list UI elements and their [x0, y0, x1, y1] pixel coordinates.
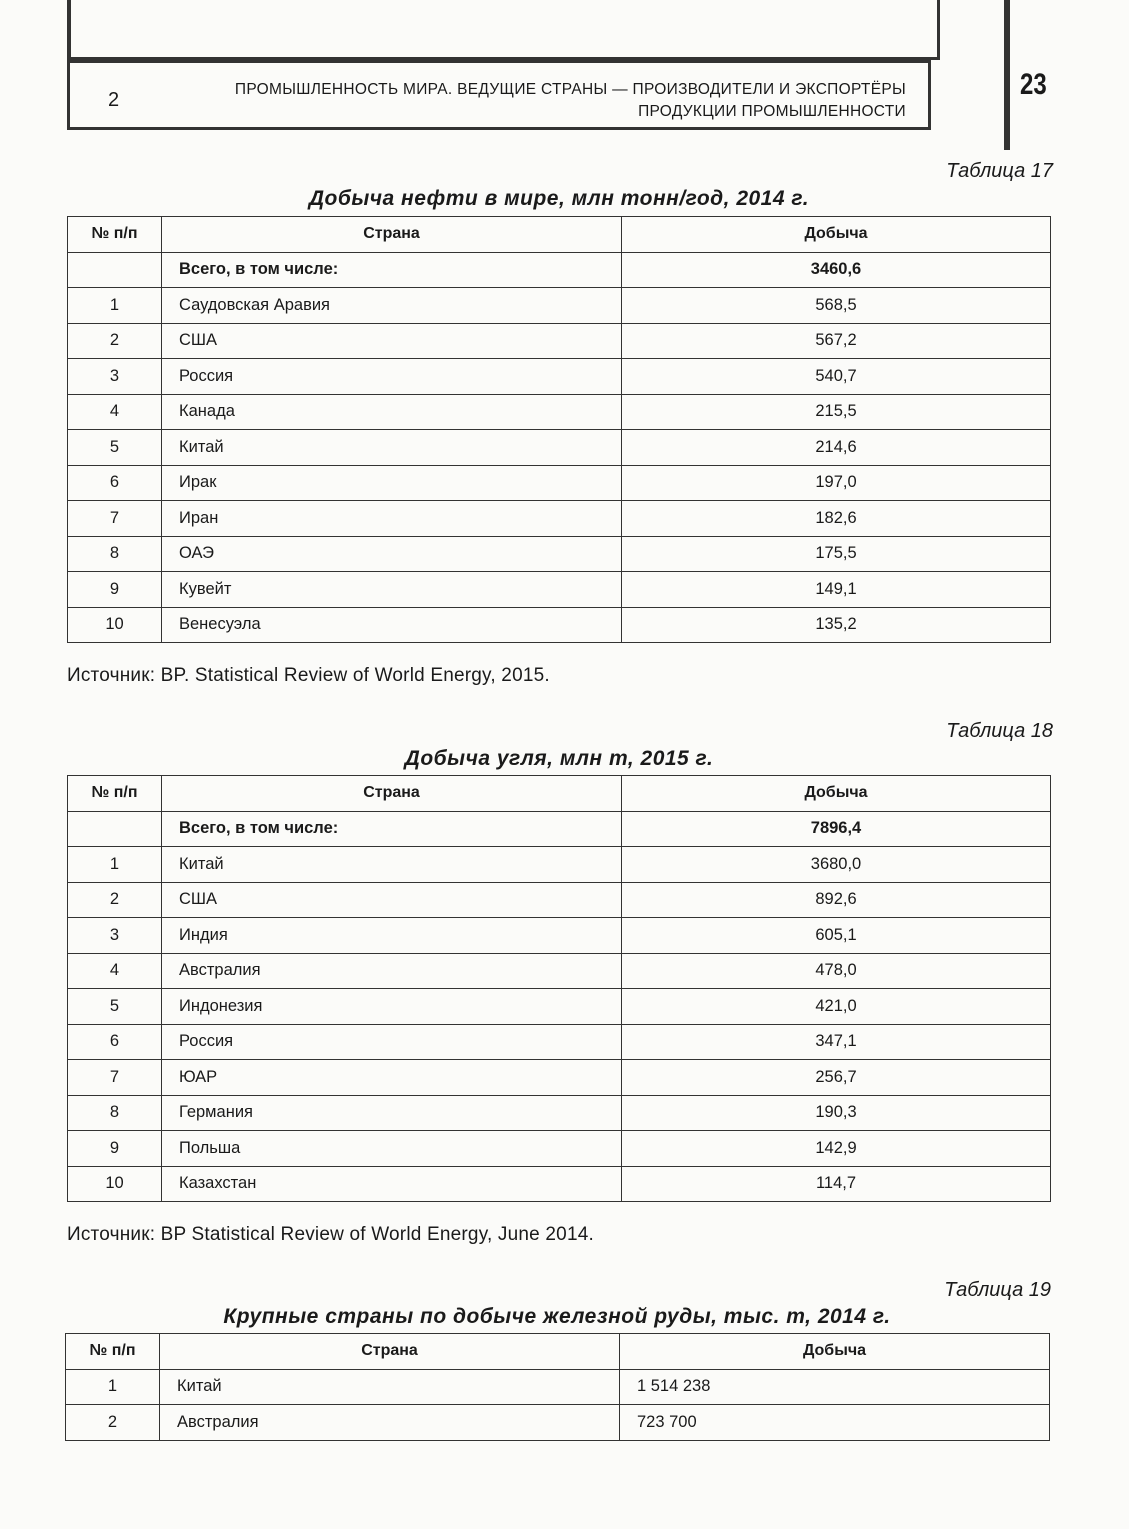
chapter-header [67, 60, 931, 130]
table-row [68, 359, 1051, 395]
column-header-value: Добыча [622, 217, 1051, 253]
table-row [68, 953, 1051, 989]
value-cell: 1 514 238 [620, 1369, 1050, 1405]
country-cell: Венесуэла [162, 607, 622, 643]
table-row [68, 1095, 1051, 1131]
table-row [68, 882, 1051, 918]
row-number: 8 [68, 536, 162, 572]
row-number: 2 [66, 1405, 160, 1441]
table17-source: Источник: BP. Statistical Review of World Energy, 2015. [67, 665, 550, 686]
value-cell: 175,5 [622, 536, 1051, 572]
table-row [68, 847, 1051, 883]
row-number: 2 [68, 323, 162, 359]
country-cell: Индонезия [162, 989, 622, 1025]
value-cell: 540,7 [622, 359, 1051, 395]
country-cell: Кувейт [162, 572, 622, 608]
column-header-country: Страна [160, 1334, 620, 1370]
chapter-title-line-2: ПРОДУКЦИИ ПРОМЫШЛЕННОСТИ [638, 103, 906, 120]
total-value: 3460,6 [622, 252, 1051, 288]
country-cell: Польша [162, 1131, 622, 1167]
table18-header-row [68, 776, 1051, 812]
country-cell: Австралия [160, 1405, 620, 1441]
country-cell: Иран [162, 501, 622, 537]
total-label: Всего, в том числе: [162, 252, 622, 288]
top-frame [67, 0, 940, 60]
table-row [68, 989, 1051, 1025]
row-number: 7 [68, 1060, 162, 1096]
country-cell: Россия [162, 1024, 622, 1060]
row-number: 3 [68, 918, 162, 954]
table-row [68, 288, 1051, 324]
row-number: 5 [68, 430, 162, 466]
table-row [68, 918, 1051, 954]
table17 [67, 216, 1051, 643]
country-cell: Австралия [162, 953, 622, 989]
value-cell: 142,9 [622, 1131, 1051, 1167]
row-number: 1 [66, 1369, 160, 1405]
country-cell: США [162, 323, 622, 359]
table18-label: Таблица 18 [946, 720, 1053, 742]
column-header-value: Добыча [620, 1334, 1050, 1370]
chapter-title-line-1: ПРОМЫШЛЕННОСТЬ МИРА. ВЕДУЩИЕ СТРАНЫ — ПРОИЗВОДИТЕЛИ И ЭКСПОРТЁРЫ [234, 81, 906, 98]
country-cell: Германия [162, 1095, 622, 1131]
table-row [68, 430, 1051, 466]
table19 [65, 1333, 1050, 1441]
row-number: 9 [68, 1131, 162, 1167]
country-cell: Ирак [162, 465, 622, 501]
table-row [68, 607, 1051, 643]
table-row [68, 323, 1051, 359]
country-cell: Китай [160, 1369, 620, 1405]
country-cell: США [162, 882, 622, 918]
total-value: 7896,4 [622, 811, 1051, 847]
country-cell: Китай [162, 847, 622, 883]
table19-label: Таблица 19 [944, 1279, 1051, 1301]
value-cell: 3680,0 [622, 847, 1051, 883]
table18-total-row [68, 811, 1051, 847]
column-header-num: № п/п [68, 217, 162, 253]
value-cell: 568,5 [622, 288, 1051, 324]
margin-rule [1004, 0, 1010, 150]
value-cell: 567,2 [622, 323, 1051, 359]
country-cell: ОАЭ [162, 536, 622, 572]
country-cell: Казахстан [162, 1166, 622, 1202]
column-header-country: Страна [162, 776, 622, 812]
row-number: 7 [68, 501, 162, 537]
chapter-number: 2 [108, 89, 120, 111]
country-cell: Индия [162, 918, 622, 954]
table-row [68, 465, 1051, 501]
country-cell: Китай [162, 430, 622, 466]
column-header-num: № п/п [68, 776, 162, 812]
table17-title: Добыча нефти в мире, млн тонн/год, 2014 г. [308, 187, 810, 210]
table18 [67, 775, 1051, 1202]
value-cell: 892,6 [622, 882, 1051, 918]
table-row [68, 536, 1051, 572]
table-row [68, 1024, 1051, 1060]
value-cell: 605,1 [622, 918, 1051, 954]
country-cell: Россия [162, 359, 622, 395]
column-header-value: Добыча [622, 776, 1051, 812]
value-cell: 478,0 [622, 953, 1051, 989]
value-cell: 190,3 [622, 1095, 1051, 1131]
table18-source: Источник: BP Statistical Review of World Energy, June 2014. [67, 1224, 594, 1245]
row-number: 6 [68, 465, 162, 501]
row-number: 9 [68, 572, 162, 608]
table18-title: Добыча угля, млн т, 2015 г. [404, 747, 714, 770]
table-row [66, 1369, 1050, 1405]
table-row [68, 1166, 1051, 1202]
table-row [68, 1060, 1051, 1096]
row-number: 2 [68, 882, 162, 918]
total-num-cell [68, 811, 162, 847]
table19-header-row [66, 1334, 1050, 1370]
table-row [68, 572, 1051, 608]
column-header-country: Страна [162, 217, 622, 253]
table-row [68, 394, 1051, 430]
row-number: 1 [68, 288, 162, 324]
value-cell: 135,2 [622, 607, 1051, 643]
column-header-num: № п/п [66, 1334, 160, 1370]
total-num-cell [68, 252, 162, 288]
row-number: 1 [68, 847, 162, 883]
row-number: 4 [68, 394, 162, 430]
chapter-title [146, 79, 906, 123]
value-cell: 197,0 [622, 465, 1051, 501]
row-number: 4 [68, 953, 162, 989]
row-number: 8 [68, 1095, 162, 1131]
row-number: 6 [68, 1024, 162, 1060]
value-cell: 114,7 [622, 1166, 1051, 1202]
table19-title: Крупные страны по добыче железной руды, тыс. т, 2014 г. [223, 1305, 891, 1328]
value-cell: 182,6 [622, 501, 1051, 537]
value-cell: 214,6 [622, 430, 1051, 466]
row-number: 3 [68, 359, 162, 395]
country-cell: Канада [162, 394, 622, 430]
row-number: 10 [68, 1166, 162, 1202]
row-number: 10 [68, 607, 162, 643]
country-cell: ЮАР [162, 1060, 622, 1096]
page-number: 23 [1020, 68, 1047, 101]
table-row [68, 1131, 1051, 1167]
table17-header-row [68, 217, 1051, 253]
value-cell: 347,1 [622, 1024, 1051, 1060]
table-row [66, 1405, 1050, 1441]
table-row [68, 501, 1051, 537]
value-cell: 215,5 [622, 394, 1051, 430]
value-cell: 256,7 [622, 1060, 1051, 1096]
table17-total-row [68, 252, 1051, 288]
value-cell: 723 700 [620, 1405, 1050, 1441]
total-label: Всего, в том числе: [162, 811, 622, 847]
table17-label: Таблица 17 [946, 160, 1053, 182]
row-number: 5 [68, 989, 162, 1025]
value-cell: 149,1 [622, 572, 1051, 608]
country-cell: Саудовская Аравия [162, 288, 622, 324]
value-cell: 421,0 [622, 989, 1051, 1025]
